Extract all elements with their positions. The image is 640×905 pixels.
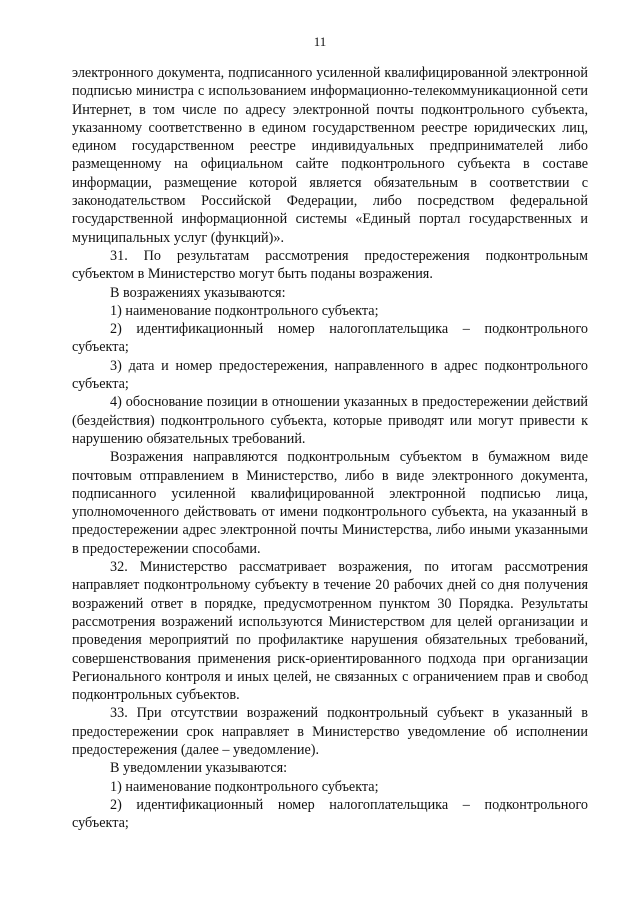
list-item: 2) идентификационный номер налогоплательщика – подконтрольного субъекта; bbox=[72, 321, 588, 356]
list-item: 3) дата и номер предостережения, направленного в адрес подконтрольного субъекта; bbox=[72, 357, 588, 393]
list-item: 1) наименование подконтрольного субъекта; bbox=[110, 778, 379, 795]
paragraph: Возражения направляются подконтрольным субъектом в бумажном виде почтовым отправлением в Министерство, либо в виде электронного документа, подписанного усиленной квалифицированной электронной подписью лица, уполномоченного действовать от имени подконтрольного субъекта, на указанный в предостережении адрес электронной почты Министерства, либо иными указанными в предостережении способами. bbox=[72, 449, 588, 557]
paragraph: электронного документа, подписанного усиленной квалифицированной электронной подписью министра с использованием информационно-телекоммуникационной сети Интернет, в том числе по адресу электронной почты подконтрольного субъекта, указанному соответственно в едином государственном реестре юридических лиц, едином государственном реестре индивидуальных предпринимателей либо размещенному на официальном сайте подконтрольного субъекта в составе информации, размещение которой является обязательным в соответствии с законодательством Российской Федерации, либо посредством федеральной государственной информационной системы «Единый портал государственных и муниципальных услуг (функций)». bbox=[72, 65, 588, 246]
page-number: 11 bbox=[313, 34, 327, 49]
list-item: 4) обоснование позиции в отношении указанных в предостережении действий (бездействия) подконтрольного субъекта, которые приводят или могут привести к нарушению обязательных требований. bbox=[72, 394, 588, 447]
list-item: 2) идентификационный номер налогоплательщика – подконтрольного субъекта; bbox=[72, 796, 588, 832]
list-item: 1) наименование подконтрольного субъекта; bbox=[110, 302, 379, 319]
paragraph: 32. Министерство рассматривает возражения, по итогам рассмотрения направляет подконтрольному субъекту в течение 20 рабочих дней со дня получения возражений ответ в порядке, предусмотренном пунктом 30 Порядка. Результаты рассмотрения возражений используются Министерством для целей организации и проведения мероприятий по профилактике нарушения обязательных требований, совершенствования применения риск-ориентированного подхода при организации Регионального контроля и иных целей, не связанных с ограничением прав и свобод подконтрольных субъектов. bbox=[72, 559, 588, 704]
paragraph: 31. По результатам рассмотрения предостережения подконтрольным субъектом в Министерство могут быть поданы возражения. bbox=[72, 247, 588, 283]
paragraph: В уведомлении указываются: bbox=[110, 760, 288, 777]
paragraph: В возражениях указываются: bbox=[110, 284, 286, 301]
document-body bbox=[72, 64, 588, 832]
paragraph: 33. При отсутствии возражений подконтрольный субъект в указанный в предостережении срок направляет в Министерство уведомление об исполнении предостережения (далее – уведомление). bbox=[72, 705, 588, 758]
